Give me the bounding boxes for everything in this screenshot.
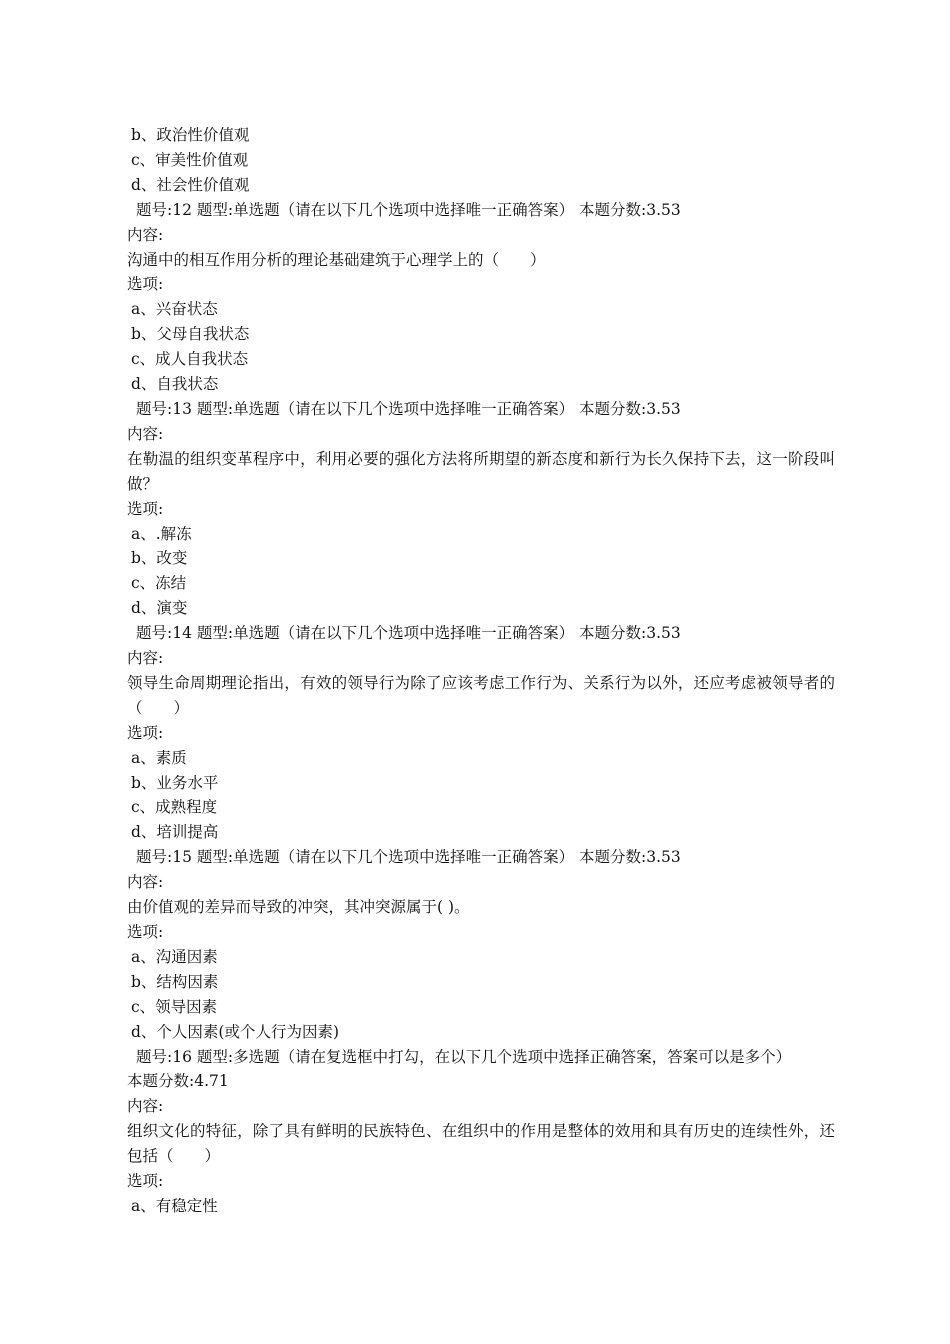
question-content-16: 组织文化的特征，除了具有鲜明的民族特色、在组织中的作用是整体的效用和具有历史的连续性外，还包括（ ）	[127, 1122, 835, 1166]
option-c: c、成人自我状态	[131, 350, 249, 369]
option-a: a、兴奋状态	[131, 300, 218, 319]
content-label: 内容:	[127, 225, 164, 244]
option-c: c、领导因素	[131, 997, 218, 1016]
option-b: b、结构因素	[131, 972, 219, 991]
option-c: c、审美性价值观	[131, 150, 249, 169]
option-a: a、.解冻	[131, 524, 192, 543]
option-d: d、社会性价值观	[131, 175, 250, 194]
document-page	[127, 123, 835, 1219]
options-label: 选项:	[127, 499, 164, 518]
question-header-14: 题号:14 题型:单选题（请在以下几个选项中选择唯一正确答案） 本题分数:3.53	[136, 624, 681, 643]
question-content-14: 领导生命周期理论指出，有效的领导行为除了应该考虑工作行为、关系行为以外，还应考虑被领导者的（ ）	[127, 673, 835, 717]
option-a: a、有稳定性	[131, 1196, 218, 1215]
option-d: d、个人因素(或个人行为因素)	[131, 1022, 340, 1041]
options-label: 选项:	[127, 723, 164, 742]
question-score-16: 本题分数:4.71	[127, 1072, 229, 1091]
content-label: 内容:	[127, 424, 164, 443]
option-d: d、演变	[131, 599, 188, 618]
question-header-13: 题号:13 题型:单选题（请在以下几个选项中选择唯一正确答案） 本题分数:3.53	[136, 399, 681, 418]
question-header-15: 题号:15 题型:单选题（请在以下几个选项中选择唯一正确答案） 本题分数:3.53	[136, 848, 681, 867]
option-d: d、自我状态	[131, 375, 219, 394]
option-b: b、政治性价值观	[131, 126, 250, 144]
option-a: a、素质	[131, 748, 187, 767]
content-label: 内容:	[127, 649, 164, 668]
option-d: d、培训提高	[131, 823, 219, 842]
content-label: 内容:	[127, 1097, 164, 1116]
option-a: a、沟通因素	[131, 947, 218, 966]
option-b: b、父母自我状态	[131, 325, 250, 344]
content-label: 内容:	[127, 873, 164, 892]
question-content-15: 由价值观的差异而导致的冲突，其冲突源属于( )。	[127, 898, 470, 917]
option-c: c、成熟程度	[131, 798, 218, 817]
option-b: b、业务水平	[131, 773, 219, 792]
question-content-13: 在勒温的组织变革程序中，利用必要的强化方法将所期望的新态度和新行为长久保持下去，这一阶段叫做？	[127, 449, 835, 493]
question-header-16: 题号:16 题型:多选题（请在复选框中打勾，在以下几个选项中选择正确答案，答案可以是多个）	[136, 1047, 792, 1066]
option-c: c、冻结	[131, 574, 187, 593]
option-b: b、改变	[131, 549, 188, 568]
question-content-12: 沟通中的相互作用分析的理论基础建筑于心理学上的（ ）	[127, 250, 546, 269]
question-header-12: 题号:12 题型:单选题（请在以下几个选项中选择唯一正确答案） 本题分数:3.53	[136, 200, 681, 219]
options-label: 选项:	[127, 275, 164, 294]
options-label: 选项:	[127, 1172, 164, 1191]
options-label: 选项:	[127, 923, 164, 941]
